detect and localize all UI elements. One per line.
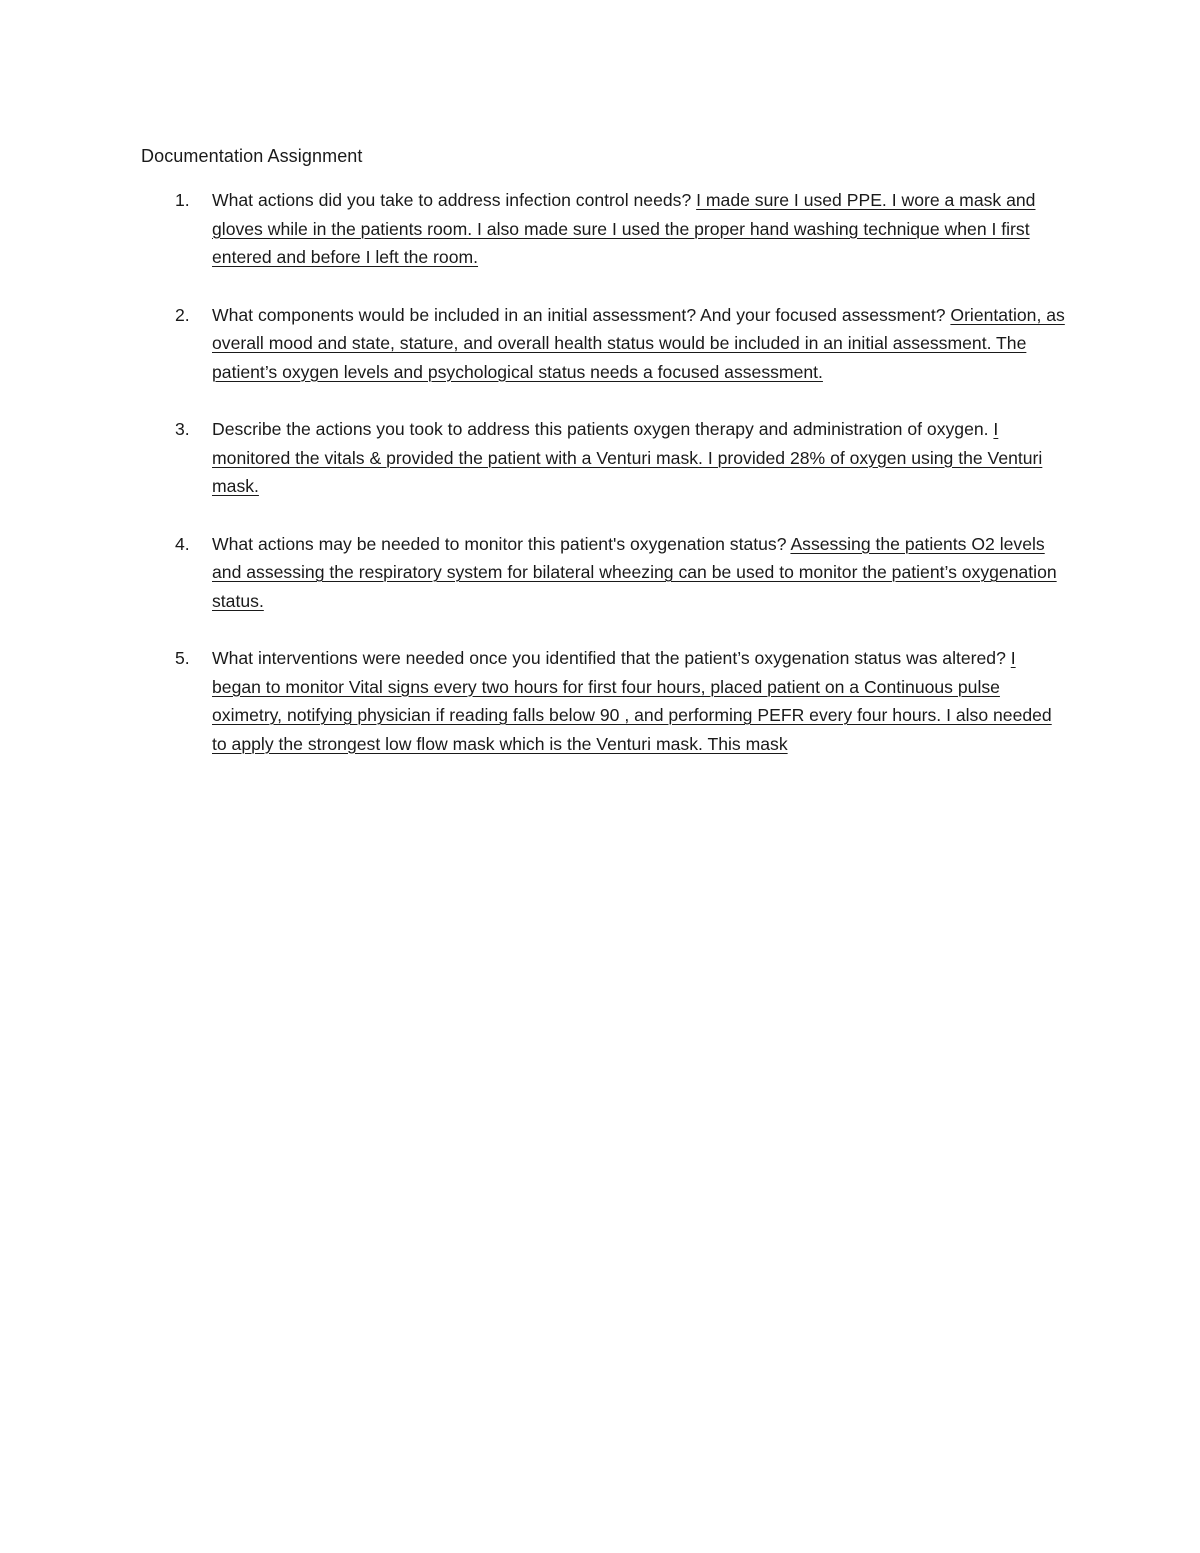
question-text: Describe the actions you took to address this patients oxygen therapy and administration of oxygen. bbox=[212, 419, 989, 439]
item-number: 2. bbox=[175, 304, 190, 325]
document-title: Documentation Assignment bbox=[141, 146, 363, 166]
answer-text: Assessing the patients O2 levels and assessing the respiratory system for bilateral wheezing can be used to monitor the patient’s oxygenation status. bbox=[212, 533, 1057, 611]
item-number: 5. bbox=[175, 648, 190, 668]
question-text: What interventions were needed once you identified that the patient’s oxygenation status was altered? bbox=[212, 648, 1006, 668]
answer-text: I monitored the vitals & provided the patient with a Venturi mask. I provided 28% of oxygen using the Venturi mask. bbox=[212, 419, 1043, 496]
question-list bbox=[141, 186, 1066, 787]
answer-text: I made sure I used PPE. I wore a mask and gloves while in the patients room. I also made sure I used the proper hand washing technique when I first entered and before I left the room. bbox=[212, 190, 1036, 267]
list-item bbox=[141, 186, 1066, 272]
list-item bbox=[141, 530, 1066, 616]
question-text: What actions did you take to address infection control needs? bbox=[212, 190, 692, 210]
question-text: What components would be included in an initial assessment? And your focused assessment? bbox=[212, 304, 946, 325]
item-number: 1. bbox=[175, 190, 190, 210]
question-text: What actions may be needed to monitor this patient's oxygenation status? bbox=[212, 533, 787, 554]
item-number: 3. bbox=[175, 419, 190, 439]
item-number: 4. bbox=[175, 533, 190, 554]
list-item bbox=[141, 644, 1066, 758]
list-item bbox=[141, 301, 1066, 387]
answer-text: Orientation, as overall mood and state, stature, and overall health status would be included in an initial assessment. The patient’s oxygen levels and psychological status needs a focused assessment. bbox=[212, 304, 1065, 382]
answer-text: I began to monitor Vital signs every two hours for first four hours, placed patient on a Continuous pulse oximetry, notifying physician if reading falls below 90 , and performing PEFR every four hours. I also needed to apply the strongest low flow mask which is the Venturi mask. This mask bbox=[212, 648, 1052, 754]
list-item bbox=[141, 415, 1066, 501]
